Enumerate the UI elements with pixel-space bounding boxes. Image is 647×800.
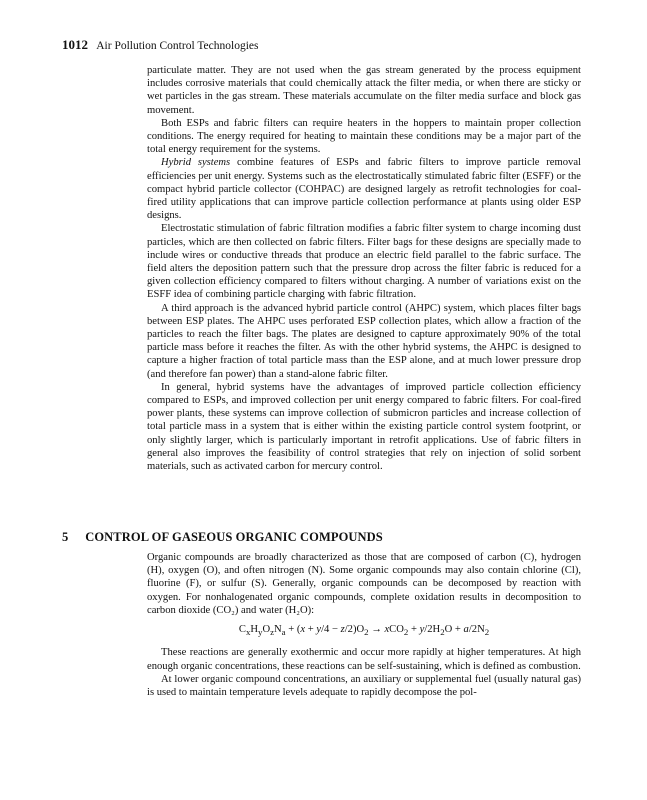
running-title: Air Pollution Control Technologies bbox=[96, 40, 259, 52]
paragraph-hybrid-systems bbox=[147, 156, 581, 222]
hybrid-systems-term: Hybrid systems bbox=[161, 157, 231, 169]
paragraph-continuation: particulate matter. They are not used when the gas stream generated by the process equipment includes corrosive materials that could chemically attack the filter media, or when there are sticky or wet particles in the gas stream. These materials accumulate on the filter media surface and block gas movement. bbox=[147, 65, 581, 116]
body-text-top bbox=[147, 64, 581, 473]
paragraph-exothermic: These reactions are generally exothermic and occur more rapidly at higher temperatures. At high enough organic concentrations, these reactions can be self-sustaining, which is defined as combustion. bbox=[147, 647, 581, 672]
body-text-section bbox=[147, 551, 581, 699]
paragraph-organic-compounds: Organic compounds are broadly characterized as those that are composed of carbon (C), hydrogen (H), oxygen (O), and often nitrogen (N). Some organic compounds may also contain chlorine (Cl), fluorine (F), or sulfur (S). Generally, organic compounds can be decomposed by reaction with oxygen. For nonhalogenated organic compounds, complete oxidation results in decomposition to carbon dioxide (CO₂) and water (H₂O): bbox=[147, 552, 581, 616]
section-number: 5 bbox=[62, 530, 69, 544]
page-number: 1012 bbox=[62, 37, 88, 52]
combustion-equation: $C_xH_yO_zN_a + (x + y/4 - z/2)O_2 \to xCO_2 + y/2H_2O + a/2N_2$ bbox=[238, 624, 490, 638]
paragraph-heaters: Both ESPs and fabric filters can require heaters in the hoppers to maintain proper collection conditions. The energy required for heating to maintain these conditions may be a major part of the total energy requirement for the systems. bbox=[147, 117, 581, 156]
paragraph-hybrid-advantages: In general, hybrid systems have the advantages of improved particle collection efficiency compared to ESPs, and improved collection per unit energy compared to fabric filters. For coal-fired power plants, these systems can improve collection of submicron particles and increase collection of total particle mass in a system that is either within the existing particle control system footprint, or only slightly larger, which is particularly important in retrofit applications. Use of fabric filters in general also improves the feasibility of control strategies that rely on injection of solid sorbent materials, such as activated carbon for mercury control. bbox=[147, 381, 581, 473]
section-heading bbox=[62, 530, 383, 545]
section-title: CONTROL OF GASEOUS ORGANIC COMPOUNDS bbox=[85, 530, 383, 544]
paragraph-electrostatic-stimulation: Electrostatic stimulation of fabric filtration modifies a fabric filter system to charge incoming dust particles, which are then collected on fabric filters. Filter bags for these designs are specially made to include wires or conductive threads that produce an electric field parallel to the fabric surface. The field alters the deposition pattern such that the pressure drop across the filter fabric is reduced for a given collection efficiency compared to filters without charging. A number of variations exist on the ESFF idea of combining particle charging with fabric filtration. bbox=[147, 223, 581, 301]
running-header bbox=[62, 37, 258, 53]
hybrid-systems-text: combine features of ESPs and fabric filters to improve particle removal efficiencies per unit energy. Systems such as the electrostatically stimulated fabric filter (ESFF) or the compact hybrid particle collector (COHPAC) are designed largely as retrofit technologies for coal-fired utility applications that can improve particle collection performance at plants using older ESP designs. bbox=[147, 157, 581, 222]
paragraph-auxiliary-fuel: At lower organic compound concentrations, an auxiliary or supplemental fuel (usually natural gas) is used to maintain temperature levels adequate to rapidly decompose the pol- bbox=[147, 673, 581, 698]
paragraph-ahpc: A third approach is the advanced hybrid particle control (AHPC) system, which places filter bags between ESP plates. The AHPC uses perforated ESP collection plates, which allow a fraction of the particles to reach the filter bags. The plates are designed to capture approximately 90% of the total particle mass before it reaches the filter. As with the other hybrid systems, the AHPC is designed to capture a higher fraction of total particle mass than the ESP alone, and at much lower pressure drop (and therefore fan power) than a stand-alone fabric filter. bbox=[147, 302, 581, 380]
